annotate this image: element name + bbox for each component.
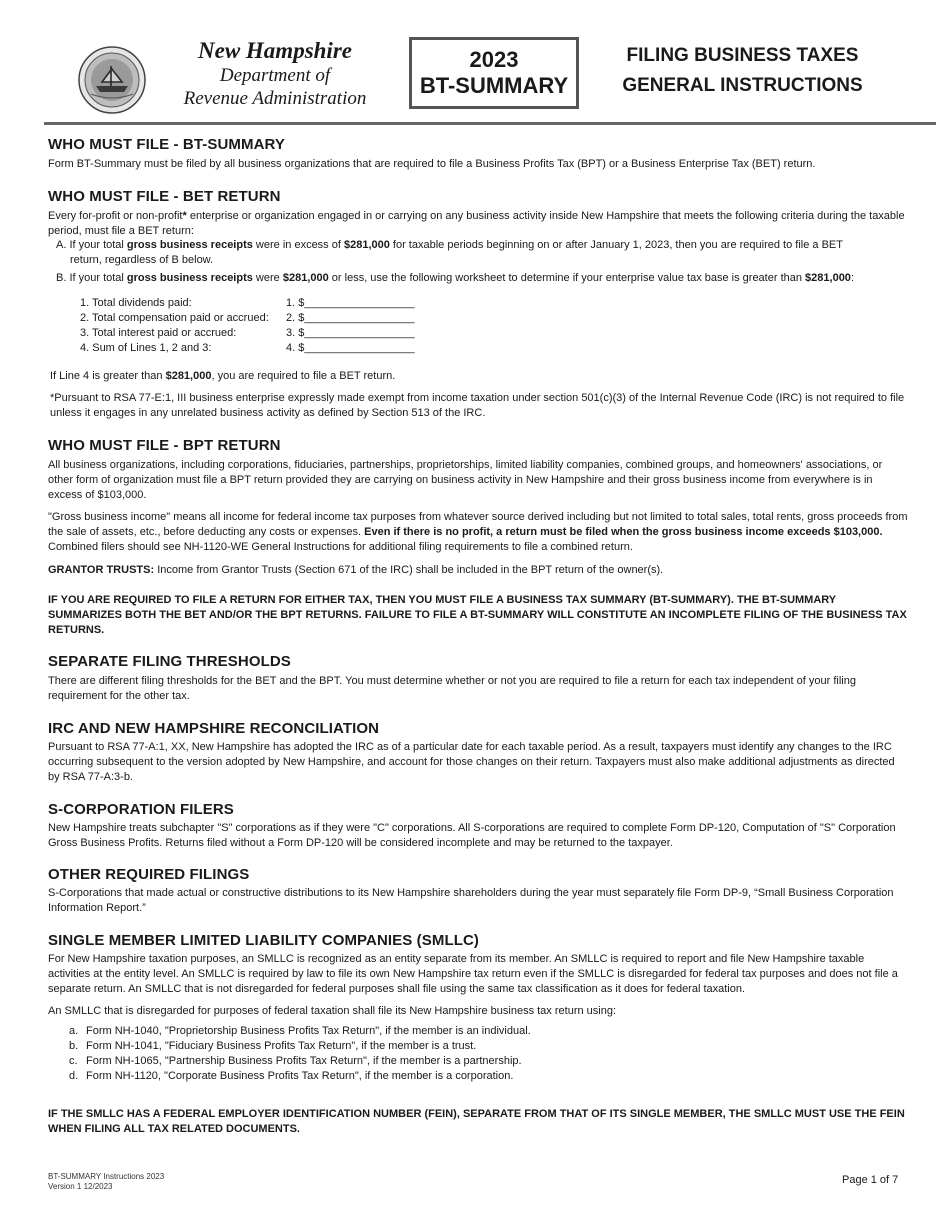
heading-other-required-filings: OTHER REQUIRED FILINGS — [48, 866, 250, 883]
worksheet-line1-label: 1. Total dividends paid: — [80, 297, 192, 309]
bet-footnote: *Pursuant to RSA 77-E:1, III business enterprise expressly made exempt from income taxation under section 501(c)(3) of the Internal Revenue Code (IRC) is not required to file unless it engages in any unrelated business activity as defined by Section 513 of the IRC. — [50, 392, 905, 419]
bpt-paragraph-1: All business organizations, including corporations, fiduciaries, partnerships, proprietorships, limited liability companies, combined groups, and homeowners' associations, or other form of organization must file a BPT return provided they are carrying on business activity in New Hampshire and their gross business income from everywhere is in excess of $103,000. — [48, 459, 883, 501]
list-item: Form NH-1040, "Proprietorship Business Profits Tax Return", if the member is an individual. — [86, 1025, 531, 1037]
grantor-trusts-paragraph: GRANTOR TRUSTS: Income from Grantor Trusts (Section 671 of the IRC) shall be included in the BPT return of the owner(s). — [48, 564, 664, 576]
state-seal-icon — [78, 46, 146, 114]
worksheet-line2-label: 2. Total compensation paid or accrued: — [80, 312, 269, 324]
document-title-line1: FILING BUSINESS TAXES — [626, 45, 859, 66]
agency-name: New Hampshire — [198, 38, 352, 63]
s-corporation-paragraph: New Hampshire treats subchapter "S" corporations as if they were "C" corporations. All S-corporations are required to complete Form DP-120, Computation of "S" Corporation Gross Business Profits. Returns filed without a Form DP-120 will be considered incomplete and may be returned to the taxpayer. — [48, 822, 896, 849]
header-divider — [44, 122, 936, 125]
list-item: Form NH-1065, "Partnership Business Profits Tax Return", if the member is a partnership. — [86, 1055, 522, 1067]
line4-instruction: If Line 4 is greater than $281,000, you are required to file a BET return. — [50, 370, 396, 382]
heading-smllc: SINGLE MEMBER LIMITED LIABILITY COMPANIES (SMLLC) — [48, 932, 480, 949]
irc-paragraph: Pursuant to RSA 77-A:1, XX, New Hampshire has adopted the IRC as of a particular date for each taxable period. As a result, taxpayers must identify any changes to the IRC occurring subsequent to the version adopted by New Hampshire, and account for those changes on their return. Taxpayers must also make additional adjustments as directed by RSA 77-A:3-b. — [48, 741, 895, 783]
heading-who-must-file-bet: WHO MUST FILE - BET RETURN — [48, 188, 281, 205]
list-item-marker: b. — [69, 1040, 79, 1052]
heading-separate-filing-thresholds: SEPARATE FILING THRESHOLDS — [48, 653, 291, 670]
list-item: Form NH-1120, "Corporate Business Profits Tax Return", if the member is a corporation. — [86, 1070, 514, 1082]
bet-criterion-b: B. If your total gross business receipts were $281,000 or less, use the following worksheet to determine if your enterprise value tax base is greater than $281,000: — [56, 272, 854, 284]
list-item-marker: d. — [69, 1070, 79, 1082]
worksheet-line4-label: 4. Sum of Lines 1, 2 and 3: — [80, 342, 212, 354]
footer-doc-name: BT-SUMMARY Instructions 2023 — [48, 1172, 165, 1181]
heading-who-must-file-bpt: WHO MUST FILE - BPT RETURN — [48, 437, 281, 454]
worksheet-line1-field[interactable]: 1. $__________________ — [286, 297, 415, 309]
worksheet-line3-field[interactable]: 3. $__________________ — [286, 327, 415, 339]
footer-version: Version 1 12/2023 — [48, 1182, 113, 1191]
form-id-box — [409, 37, 579, 109]
agency-administration: Revenue Administration — [183, 88, 367, 109]
bt-summary-paragraph: Form BT-Summary must be filed by all business organizations that are required to file a Business Profits Tax (BPT) or a Business Enterprise Tax (BET) return. — [48, 158, 816, 170]
form-year: 2023 — [469, 47, 519, 72]
heading-irc-reconciliation: IRC AND NEW HAMPSHIRE RECONCILIATION — [48, 720, 380, 737]
heading-who-must-file-bt-summary: WHO MUST FILE - BT-SUMMARY — [48, 136, 286, 153]
page-number: Page 1 of 7 — [842, 1174, 899, 1186]
form-name: BT-SUMMARY — [419, 73, 569, 98]
document-title-line2: GENERAL INSTRUCTIONS — [622, 75, 863, 96]
bet-criterion-a: A. If your total gross business receipts were in excess of $281,000 for taxable periods beginning on or after January 1, 2023, then you are required to file a BET — [56, 239, 843, 251]
bet-intro-paragraph: Every for-profit or non-profit* enterprise or organization engaged in or carrying on any business activity inside New Hampshire that meets the following criteria during the taxable period, must file a BET return: — [48, 210, 905, 237]
bpt-paragraph-2: "Gross business income" means all income for federal income tax purposes from whatever source derived including but not limited to total sales, total rents, gross proceeds from the sale of assets, etc., before deducting any costs or expenses. Even if there is no profit, a return must be filed when the gross business income exceeds $103,000. Combined filers should see NH-1120-WE General Instructions for additional filing requirements to file a combined return. — [48, 511, 908, 553]
smllc-paragraph-2: An SMLLC that is disregarded for purposes of federal taxation shall file its New Hampshire business tax return using: — [48, 1005, 617, 1017]
agency-department: Department of — [219, 65, 331, 86]
fein-notice: IF THE SMLLC HAS A FEDERAL EMPLOYER IDENTIFICATION NUMBER (FEIN), SEPARATE FROM THAT OF ITS SINGLE MEMBER, THE SMLLC MUST USE THE FEIN WHEN FILING ALL TAX RELATED DOCUMENTS. — [48, 1108, 905, 1135]
thresholds-paragraph: There are different filing thresholds for the BET and the BPT. You must determine whether or not you are required to file a return for each tax independent of your filing requirement for the other tax. — [48, 675, 856, 702]
list-item: Form NH-1041, "Fiduciary Business Profits Tax Return", if the member is a trust. — [86, 1040, 477, 1052]
list-item-marker: a. — [69, 1025, 79, 1037]
worksheet-line3-label: 3. Total interest paid or accrued: — [80, 327, 237, 339]
list-item-marker: c. — [69, 1055, 78, 1067]
bt-summary-notice: IF YOU ARE REQUIRED TO FILE A RETURN FOR EITHER TAX, THEN YOU MUST FILE A BUSINESS TAX SUMMARY (BT-SUMMARY). THE BT-SUMMARY SUMMARIZES BOTH THE BET AND/OR THE BPT RETURNS. FAILURE TO FILE A BT-SUMMARY WILL CONSTITUTE AN INCOMPLETE FILING OF THE BUSINESS TAX RETURNS. — [48, 594, 907, 636]
worksheet-line2-field[interactable]: 2. $__________________ — [286, 312, 415, 324]
worksheet-line4-field[interactable]: 4. $__________________ — [286, 342, 415, 354]
bet-criterion-a-cont: return, regardless of B below. — [70, 254, 214, 266]
heading-s-corporation-filers: S-CORPORATION FILERS — [48, 801, 234, 818]
smllc-paragraph-1: For New Hampshire taxation purposes, an SMLLC is recognized as an entity separate from its member. An SMLLC is required to report and file New Hampshire taxable activities at the entity level. An SMLLC is required by law to file its own New Hampshire tax return even if the SMLLC is disregarded for federal tax purposes and does not file a separate return. An SMLLC that is not disregarded for federal purposes shall file using the same tax classification as it does for federal taxation. — [48, 953, 898, 995]
other-filings-paragraph: S-Corporations that made actual or constructive distributions to its New Hampshire shareholders during the year must separately file Form DP-9, “Small Business Corporation Information Report.” — [48, 887, 894, 914]
